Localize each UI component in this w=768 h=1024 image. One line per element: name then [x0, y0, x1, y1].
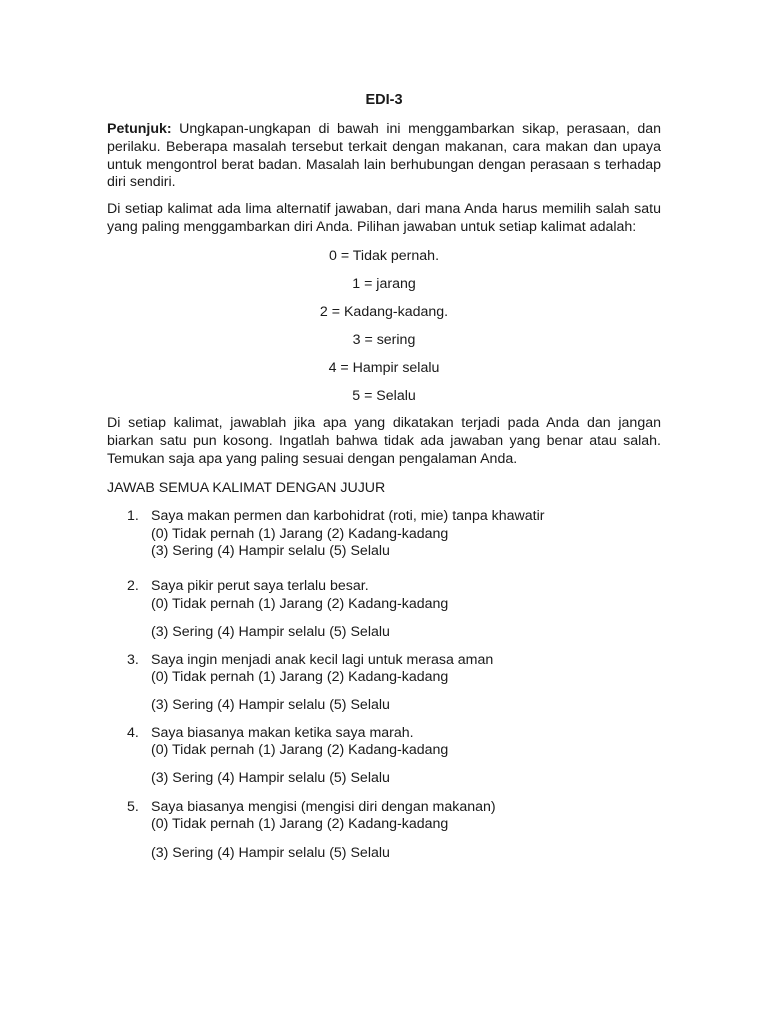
question-options-line-1: (0) Tidak pernah (1) Jarang (2) Kadang-kadang — [151, 526, 449, 542]
intro-text: Ungkapan-ungkapan di bawah ini menggambarkan sikap, perasaan, dan perilaku. Beberapa masalah tersebut terkait dengan makanan, cara makan dan upaya untuk mengontrol berat badan. Masalah lain berhubungan dengan perasaan s terhadap diri sendiri. — [107, 121, 661, 191]
question-number: 1. — [127, 508, 139, 524]
question-number: 5. — [127, 799, 139, 815]
question-text: Saya pikir perut saya terlalu besar. — [151, 578, 369, 594]
question-options-line-1: (0) Tidak pernah (1) Jarang (2) Kadang-kadang — [151, 742, 449, 758]
question-options-line-2: (3) Sering (4) Hampir selalu (5) Selalu — [151, 624, 390, 640]
document-title: EDI-3 — [365, 92, 403, 108]
answer-honestly-heading: JAWAB SEMUA KALIMAT DENGAN JUJUR — [107, 480, 386, 496]
question-text: Saya biasanya mengisi (mengisi diri dengan makanan) — [151, 799, 496, 815]
scale-item-4: 4 = Hampir selalu — [328, 360, 440, 376]
scale-item-0: 0 = Tidak pernah. — [328, 248, 440, 264]
scale-item-1: 1 = jarang — [352, 276, 416, 292]
question-options-line-2: (3) Sering (4) Hampir selalu (5) Selalu — [151, 697, 390, 713]
question-number: 4. — [127, 725, 139, 741]
question-text: Saya ingin menjadi anak kecil lagi untuk merasa aman — [151, 652, 494, 668]
intro-paragraph — [107, 121, 661, 192]
question-options-line-2: (3) Sering (4) Hampir selalu (5) Selalu — [151, 770, 390, 786]
instructions-paragraph: Di setiap kalimat, jawablah jika apa yang dikatakan terjadi pada Anda dan jangan biarkan satu pun kosong. Ingatlah bahwa tidak ada jawaban yang benar atau salah. Temukan saja apa yang paling sesuai dengan pengalaman Anda. — [107, 415, 661, 467]
question-number: 3. — [127, 652, 139, 668]
answer-choice-paragraph: Di setiap kalimat ada lima alternatif jawaban, dari mana Anda harus memilih salah satu yang paling menggambarkan diri Anda. Pilihan jawaban untuk setiap kalimat adalah: — [107, 201, 661, 235]
scale-item-3: 3 = sering — [352, 332, 416, 348]
scale-item-5: 5 = Selalu — [352, 388, 416, 404]
question-text: Saya biasanya makan ketika saya marah. — [151, 725, 414, 741]
question-options-line-2: (3) Sering (4) Hampir selalu (5) Selalu — [151, 845, 390, 861]
question-options-line-1: (0) Tidak pernah (1) Jarang (2) Kadang-kadang — [151, 816, 449, 832]
question-options-line-1: (0) Tidak pernah (1) Jarang (2) Kadang-kadang — [151, 596, 449, 612]
scale-item-2: 2 = Kadang-kadang. — [319, 304, 449, 320]
intro-label: Petunjuk: — [107, 121, 172, 137]
question-text: Saya makan permen dan karbohidrat (roti, mie) tanpa khawatir — [151, 508, 545, 524]
question-number: 2. — [127, 578, 139, 594]
question-options-line-1: (0) Tidak pernah (1) Jarang (2) Kadang-kadang — [151, 669, 449, 685]
question-options-line-2: (3) Sering (4) Hampir selalu (5) Selalu — [151, 543, 390, 559]
